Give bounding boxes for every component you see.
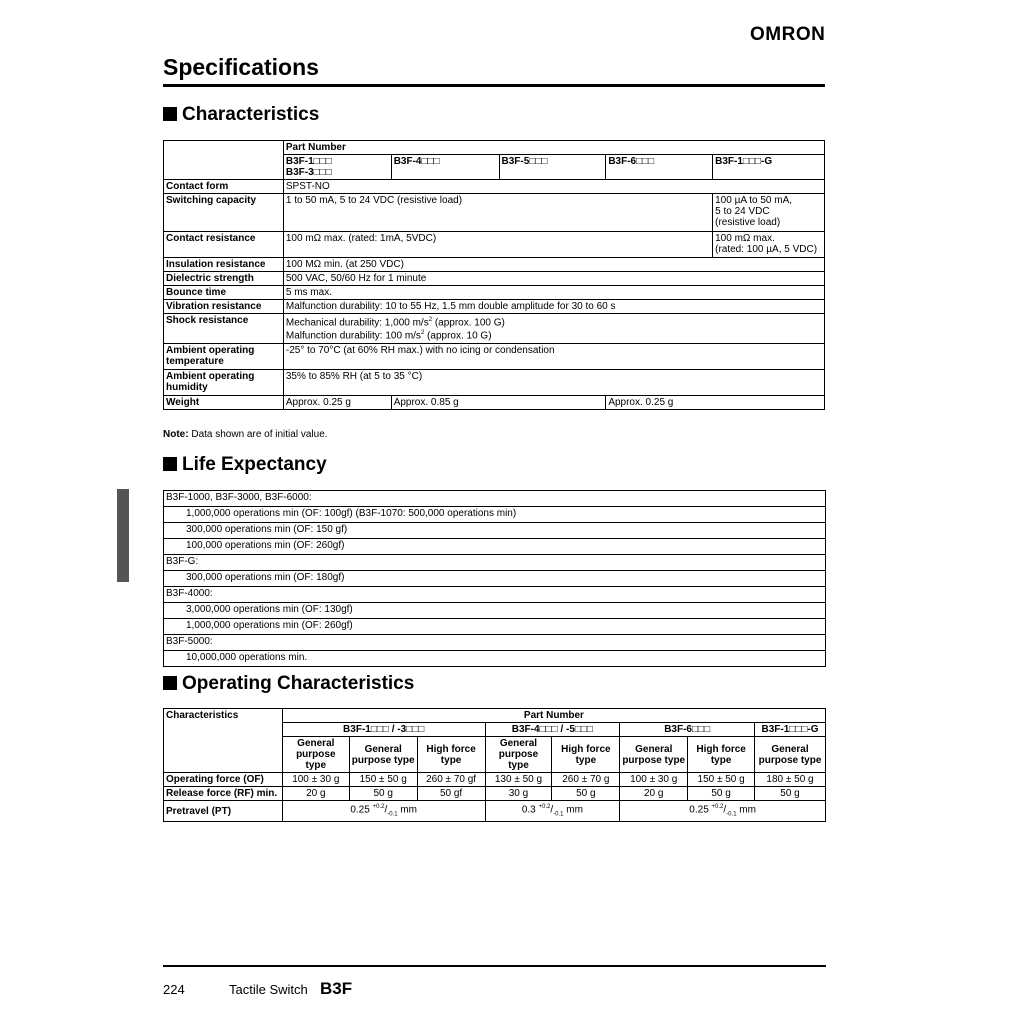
group-header: B3F-6□□□ <box>620 723 755 737</box>
value-text: Mechanical durability: 1,000 m/s <box>285 317 429 329</box>
row-value: 100 MΩ min. (at 250 VDC) <box>283 258 824 272</box>
value-line: (resistive load) <box>715 217 781 228</box>
row-value: -25° to 70°C (at 60% RH max.) with no icing or condensation <box>283 343 824 369</box>
value-line <box>286 315 822 328</box>
note <box>163 429 328 440</box>
superscript: 2 <box>420 330 425 337</box>
table-row <box>164 491 826 507</box>
type-line: purpose type <box>351 754 415 766</box>
table-row <box>164 587 826 603</box>
pretravel-part: -0.1 <box>726 811 737 818</box>
row-value: 100 mΩ max. (rated: 1mA, 5VDC) <box>283 232 712 258</box>
of-value: 100 ± 30 g <box>282 773 349 787</box>
row-label: Insulation resistance <box>164 258 284 272</box>
side-tab-marker <box>117 489 129 582</box>
table-row <box>164 571 826 587</box>
rf-value: 50 g <box>688 787 755 801</box>
rf-value: 50 gf <box>417 787 485 801</box>
row-value: 1 to 50 mA, 5 to 24 VDC (resistive load) <box>283 194 712 232</box>
type-header <box>755 737 826 773</box>
pretravel-part: 0.25 <box>350 804 373 816</box>
table-row <box>164 523 826 539</box>
model-b3f-1: B3F-1□□□ <box>285 156 332 167</box>
section-title: Life Expectancy <box>182 454 327 475</box>
of-value: 130 ± 50 g <box>485 773 552 787</box>
characteristics-table <box>163 140 825 410</box>
table-row <box>164 539 826 555</box>
weight-value: Approx. 0.25 g <box>606 395 825 409</box>
of-value: 100 ± 30 g <box>620 773 688 787</box>
omron-logo: OMRON <box>750 24 826 45</box>
pretravel-part: / <box>384 804 388 816</box>
model-header: B3F-4□□□ <box>391 155 499 180</box>
note-label: Note: <box>163 429 189 440</box>
life-row-text: B3F-5000: <box>164 635 826 651</box>
type-line: purpose type <box>758 754 822 766</box>
pretravel-part: +0.2 <box>372 804 385 810</box>
row-label: Pretravel (PT) <box>164 801 283 822</box>
row-value: Malfunction durability: 10 to 55 Hz, 1.5 mm double amplitude for 30 to 60 s <box>283 300 824 314</box>
pretravel-part: / <box>550 804 554 816</box>
life-row-text: B3F-4000: <box>164 587 826 603</box>
rf-value: 50 g <box>552 787 620 801</box>
operating-characteristics-table <box>163 708 826 822</box>
row-value: SPST-NO <box>283 180 824 194</box>
model-header <box>283 155 391 180</box>
of-value: 150 ± 50 g <box>349 773 417 787</box>
superscript: 2 <box>428 317 433 323</box>
footer-rule <box>163 965 826 967</box>
type-header <box>349 737 417 773</box>
type-header <box>417 737 485 773</box>
group-header: B3F-4□□□ / -5□□□ <box>485 723 620 737</box>
page-number: 224 <box>163 982 185 997</box>
pretravel-part: 0.3 <box>521 804 539 816</box>
pretravel-value <box>485 801 620 822</box>
row-label: Dielectric strength <box>164 272 284 286</box>
table-row <box>164 619 826 635</box>
rf-value: 20 g <box>282 787 349 801</box>
type-line: High force <box>426 743 476 755</box>
rf-value: 30 g <box>485 787 552 801</box>
type-line: General <box>771 743 809 755</box>
type-line: type <box>575 754 597 766</box>
model-header: B3F-5□□□ <box>499 155 606 180</box>
pretravel-part: +0.2 <box>538 804 551 810</box>
of-value: 180 ± 50 g <box>755 773 826 787</box>
table-row <box>164 603 826 619</box>
table-row <box>164 507 826 523</box>
row-label: Vibration resistance <box>164 300 284 314</box>
type-header <box>620 737 688 773</box>
value-line: 5 to 24 VDC <box>715 206 770 217</box>
of-value: 260 ± 70 gf <box>417 773 485 787</box>
pretravel-part: mm <box>563 804 583 816</box>
part-number-header: Part Number <box>282 709 825 723</box>
rf-value: 20 g <box>620 787 688 801</box>
row-value-g <box>713 232 825 258</box>
type-header <box>552 737 620 773</box>
row-label: Contact form <box>164 180 284 194</box>
model-b3f-3: B3F-3□□□ <box>285 167 332 178</box>
table-row <box>164 651 826 667</box>
life-expectancy-table <box>163 490 826 667</box>
row-label: Bounce time <box>164 286 284 300</box>
row-label: Operating force (OF) <box>164 773 283 787</box>
square-bullet-icon <box>163 107 177 121</box>
pretravel-value <box>282 801 485 822</box>
square-bullet-icon <box>163 676 177 690</box>
type-line: purpose type <box>296 749 336 771</box>
type-header <box>485 737 552 773</box>
row-value: 5 ms max. <box>283 286 824 300</box>
label-line: Ambient operating <box>166 370 255 382</box>
square-bullet-icon <box>163 457 177 471</box>
row-label <box>164 369 284 395</box>
footer-model: B3F <box>320 979 353 998</box>
characteristics-header: Characteristics <box>164 709 283 773</box>
row-label: Switching capacity <box>164 194 284 232</box>
value-text: Malfunction durability: 100 m/s <box>285 330 421 342</box>
pretravel-part: -0.1 <box>387 811 398 818</box>
row-value-g <box>713 194 825 232</box>
value-line <box>286 328 822 341</box>
type-line: General <box>297 738 335 749</box>
group-header: B3F-1□□□-G <box>755 723 826 737</box>
of-value: 150 ± 50 g <box>688 773 755 787</box>
section-title: Operating Characteristics <box>182 673 415 694</box>
note-text: Data shown are of initial value. <box>188 429 328 440</box>
type-line: purpose type <box>622 754 686 766</box>
type-line: General <box>499 738 538 749</box>
footer-product: Tactile Switch <box>229 982 308 997</box>
type-line: General <box>635 743 673 755</box>
type-line: type <box>710 754 732 766</box>
life-row-text: 300,000 operations min (OF: 180gf) <box>164 571 826 587</box>
part-number-header: Part Number <box>283 141 824 155</box>
weight-value: Approx. 0.25 g <box>283 395 391 409</box>
life-row-text: B3F-1000, B3F-3000, B3F-6000: <box>164 491 826 507</box>
row-label: Weight <box>164 395 284 409</box>
life-row-text: 100,000 operations min (OF: 260gf) <box>164 539 826 555</box>
row-value: 35% to 85% RH (at 5 to 35 °C) <box>283 369 824 395</box>
life-row-text: 10,000,000 operations min. <box>164 651 826 667</box>
value-line: 100 mΩ max. <box>715 233 775 244</box>
rf-value: 50 g <box>349 787 417 801</box>
type-line: type <box>440 754 462 766</box>
type-line: General <box>364 743 402 755</box>
row-value <box>283 314 824 344</box>
page-title: Specifications <box>163 54 319 80</box>
section-life-expectancy <box>163 454 327 476</box>
type-line: purpose type <box>498 749 539 771</box>
model-header: B3F-6□□□ <box>606 155 713 180</box>
pretravel-part: / <box>723 804 727 816</box>
of-value: 260 ± 70 g <box>552 773 620 787</box>
type-header <box>282 737 349 773</box>
table-row <box>164 555 826 571</box>
value-line: (rated: 100 µA, 5 VDC) <box>715 244 818 255</box>
pretravel-value <box>620 801 826 822</box>
row-label <box>164 343 284 369</box>
rf-value: 50 g <box>755 787 826 801</box>
type-line: High force <box>696 743 746 755</box>
row-label: Contact resistance <box>164 232 284 258</box>
weight-value: Approx. 0.85 g <box>391 395 606 409</box>
row-label: Release force (RF) min. <box>164 787 283 801</box>
value-line: 100 µA to 50 mA, <box>715 195 793 206</box>
pretravel-part: 0.25 <box>689 804 712 816</box>
section-characteristics <box>163 104 319 126</box>
pretravel-part: mm <box>397 804 418 816</box>
life-row-text: B3F-G: <box>164 555 826 571</box>
life-row-text: 3,000,000 operations min (OF: 130gf) <box>164 603 826 619</box>
life-row-text: 1,000,000 operations min (OF: 100gf) (B3F-1070: 500,000 operations min) <box>164 507 826 523</box>
value-text: (approx. 100 G) <box>432 317 505 329</box>
type-line: High force <box>561 743 611 755</box>
label-line: Ambient operating <box>166 344 255 356</box>
pretravel-part: -0.1 <box>553 811 564 818</box>
value-text: (approx. 10 G) <box>424 330 492 342</box>
row-label: Shock resistance <box>164 314 284 344</box>
group-header: B3F-1□□□ / -3□□□ <box>282 723 485 737</box>
pretravel-part: +0.2 <box>711 804 724 810</box>
life-row-text: 300,000 operations min (OF: 150 gf) <box>164 523 826 539</box>
model-header: B3F-1□□□-G <box>713 155 825 180</box>
title-rule <box>163 84 825 87</box>
table-row <box>164 635 826 651</box>
label-line: temperature <box>166 355 224 367</box>
section-operating-characteristics <box>163 673 414 695</box>
pretravel-part: mm <box>736 804 756 816</box>
section-title: Characteristics <box>182 104 320 125</box>
label-line: humidity <box>166 381 208 393</box>
type-header <box>688 737 755 773</box>
table-corner <box>164 141 284 180</box>
life-row-text: 1,000,000 operations min (OF: 260gf) <box>164 619 826 635</box>
row-value: 500 VAC, 50/60 Hz for 1 minute <box>283 272 824 286</box>
